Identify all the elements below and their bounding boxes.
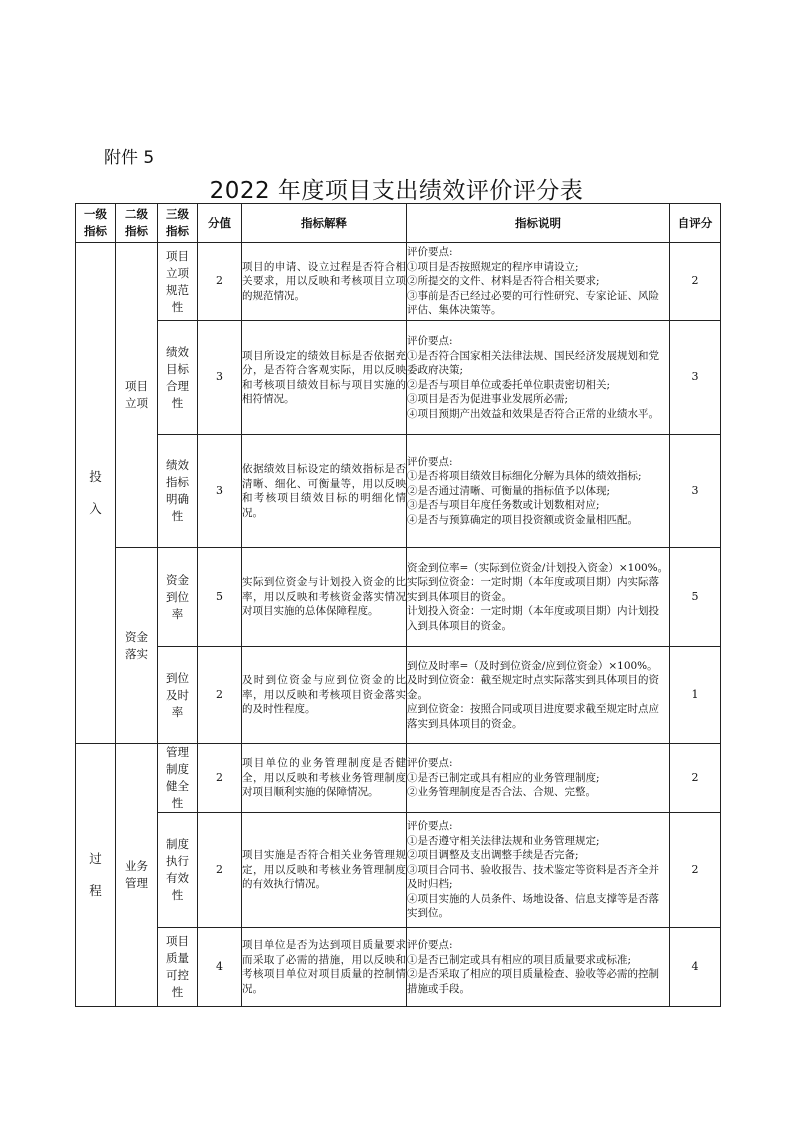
explanation-cell: 依据绩效目标设定的绩效指标是否清晰、细化、可衡量等，用以反映和考核项目绩效目标的明细化情况。 <box>242 435 407 548</box>
description-cell: 评价要点: ①是否符合国家相关法律法规、国民经济发展规划和党委政府决策; ②是否与项目单位或委托单位职责密切相关; ③项目是否为促进事业发展所必需; ④项目预期产出效益和效果是否符合正常的业绩水平。 <box>407 321 670 435</box>
level3-cell: 管理 制度 健全 性 <box>158 744 198 813</box>
level2-cell: 资金 落实 <box>116 548 158 744</box>
score-cell: 2 <box>198 647 242 744</box>
self-score-cell: 2 <box>670 813 721 928</box>
self-score-cell: 2 <box>670 744 721 813</box>
score-cell: 2 <box>198 813 242 928</box>
description-cell: 评价要点: ①是否将项目绩效目标细化分解为具体的绩效指标; ②是否通过清晰、可衡量的指标值予以体现; ③是否与项目年度任务数或计划数相对应; ④是否与预算确定的项目投资额或资金量相匹配。 <box>407 435 670 548</box>
page-title: 2022 年度项目支出绩效评价评分表 <box>209 178 584 204</box>
level3-cell: 项目 立项 规范 性 <box>158 243 198 321</box>
level1-cell: 投 入 <box>76 243 116 744</box>
table-row <box>76 548 721 647</box>
explanation-cell: 项目的申请、设立过程是否符合相关要求，用以反映和考核项目立项的规范情况。 <box>242 243 407 321</box>
explanation-cell: 项目单位的业务管理制度是否健全，用以反映和考核业务管理制度对项目顺利实施的保障情况。 <box>242 744 407 813</box>
header-self-score: 自评分 <box>670 204 721 243</box>
table-row <box>76 321 721 435</box>
level3-cell: 资金 到位 率 <box>158 548 198 647</box>
header-description: 指标说明 <box>407 204 670 243</box>
header-score: 分值 <box>198 204 242 243</box>
score-cell: 5 <box>198 548 242 647</box>
score-cell: 3 <box>198 321 242 435</box>
evaluation-table <box>75 203 721 1007</box>
level1-cell: 过 程 <box>76 744 116 1007</box>
level3-cell: 到位 及时 率 <box>158 647 198 744</box>
explanation-cell: 项目单位是否为达到项目质量要求而采取了必需的措施，用以反映和考核项目单位对项目质量的控制情况。 <box>242 928 407 1007</box>
score-cell: 2 <box>198 744 242 813</box>
header-level1: 一级 指标 <box>76 204 116 243</box>
table-header-row <box>76 204 721 243</box>
explanation-cell: 项目所设定的绩效目标是否依据充分，是否符合客观实际，用以反映和考核项目绩效目标与项目实施的相符情况。 <box>242 321 407 435</box>
level2-cell: 业务 管理 <box>116 744 158 1007</box>
explanation-cell: 项目实施是否符合相关业务管理规定，用以反映和考核业务管理制度的有效执行情况。 <box>242 813 407 928</box>
table-row <box>76 243 721 321</box>
level3-cell: 项目 质量 可控 性 <box>158 928 198 1007</box>
table-row <box>76 928 721 1007</box>
description-cell: 评价要点: ①是否已制定或具有相应的项目质量要求或标准; ②是否采取了相应的项目质量检查、验收等必需的控制措施或手段。 <box>407 928 670 1007</box>
level3-cell: 绩效 指标 明确 性 <box>158 435 198 548</box>
score-cell: 2 <box>198 243 242 321</box>
table-row <box>76 647 721 744</box>
description-cell: 资金到位率=（实际到位资金/计划投入资金）×100%。 实际到位资金：一定时期（本年度或项目期）内实际落实到具体项目的资金。 计划投入资金：一定时期（本年度或项目期）内计划投入到具体项目的资金。 <box>407 548 670 647</box>
description-cell: 到位及时率=（及时到位资金/应到位资金）×100%。 及时到位资金：截至规定时点实际落实到具体项目的资金。 应到位资金：按照合同或项目进度要求截至规定时点应落实到具体项目的资金。 <box>407 647 670 744</box>
explanation-cell: 实际到位资金与计划投入资金的比率，用以反映和考核资金落实情况对项目实施的总体保障程度。 <box>242 548 407 647</box>
self-score-cell: 2 <box>670 243 721 321</box>
header-level2: 二级 指标 <box>116 204 158 243</box>
attachment-label: 附件 5 <box>104 148 155 168</box>
description-cell: 评价要点: ①项目是否按照规定的程序申请设立; ②所提交的文件、材料是否符合相关要求; ③事前是否已经过必要的可行性研究、专家论证、风险评估、集体决策等。 <box>407 243 670 321</box>
table-row <box>76 813 721 928</box>
self-score-cell: 3 <box>670 321 721 435</box>
level3-cell: 制度 执行 有效 性 <box>158 813 198 928</box>
level3-cell: 绩效 目标 合理 性 <box>158 321 198 435</box>
description-cell: 评价要点: ①是否遵守相关法律法规和业务管理规定; ②项目调整及支出调整手续是否完备; ③项目合同书、验收报告、技术鉴定等资料是否齐全并及时归档; ④项目实施的人员条件、场地设备、信息支撑等是否落实到位。 <box>407 813 670 928</box>
self-score-cell: 3 <box>670 435 721 548</box>
explanation-cell: 及时到位资金与应到位资金的比率，用以反映和考核项目资金落实的及时性程度。 <box>242 647 407 744</box>
self-score-cell: 1 <box>670 647 721 744</box>
score-cell: 3 <box>198 435 242 548</box>
table-row <box>76 435 721 548</box>
header-explanation: 指标解释 <box>242 204 407 243</box>
self-score-cell: 4 <box>670 928 721 1007</box>
description-cell: 评价要点: ①是否已制定或具有相应的业务管理制度; ②业务管理制度是否合法、合规、完整。 <box>407 744 670 813</box>
score-cell: 4 <box>198 928 242 1007</box>
table-row <box>76 744 721 813</box>
header-level3: 三级 指标 <box>158 204 198 243</box>
self-score-cell: 5 <box>670 548 721 647</box>
level2-cell: 项目 立项 <box>116 243 158 548</box>
